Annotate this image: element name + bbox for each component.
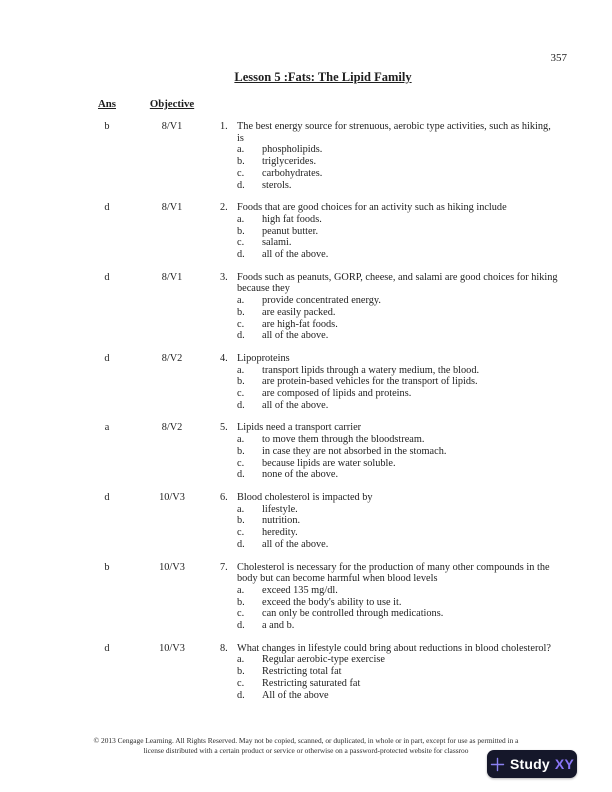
stem-line: Cholesterol is necessary for the production of many other compounds in the <box>237 561 550 573</box>
question-number: 2. <box>220 202 228 214</box>
objective-value: 10/V3 <box>159 491 185 503</box>
question-body <box>237 272 562 342</box>
option-label: a. <box>237 144 245 156</box>
option-text: to move them through the bloodstream. <box>262 434 425 446</box>
option-label: b. <box>237 306 245 318</box>
option-row <box>237 515 562 527</box>
option-text: none of the above. <box>262 469 339 481</box>
options-list <box>237 654 562 701</box>
objective-value: 8/V1 <box>161 271 183 283</box>
option-label: b. <box>237 666 245 678</box>
option-label: d. <box>237 330 245 342</box>
option-label: a. <box>237 654 245 666</box>
option-text: triglycerides. <box>262 156 317 168</box>
option-label: a. <box>237 213 245 225</box>
options-list <box>237 144 562 191</box>
objective-value: 8/V2 <box>161 352 183 364</box>
options-list <box>237 295 562 342</box>
option-label: c. <box>237 457 245 469</box>
option-row <box>237 469 562 481</box>
option-label: b. <box>237 445 245 457</box>
question-body <box>237 202 562 261</box>
badge-brand-xy: XY <box>554 756 574 772</box>
question-row <box>84 422 562 481</box>
option-text: transport lipids through a watery medium, the blood. <box>262 364 480 376</box>
option-label: d. <box>237 620 245 632</box>
stem-line: What changes in lifestyle could bring about reductions in blood cholesterol? <box>237 642 551 654</box>
answer-value: a <box>104 422 110 434</box>
question-row <box>84 492 562 551</box>
question-stem <box>237 643 562 655</box>
option-row <box>237 597 562 609</box>
option-text: heredity. <box>262 527 298 539</box>
option-label: c. <box>237 167 245 179</box>
answer-value: d <box>104 642 110 654</box>
objective-value: 10/V3 <box>159 561 185 573</box>
option-text: Regular aerobic-type exercise <box>262 654 385 666</box>
studyxy-badge[interactable] <box>487 750 577 778</box>
question-body <box>237 121 562 191</box>
question-stem <box>237 562 562 585</box>
option-text: All of the above <box>262 689 329 701</box>
question-stem <box>237 121 562 144</box>
question-stem <box>237 353 562 365</box>
stem-line: body but can become harmful when blood levels <box>237 573 438 585</box>
option-row <box>237 226 562 238</box>
option-text: all of the above. <box>262 249 329 261</box>
option-label: a. <box>237 295 245 307</box>
option-text: carbohydrates. <box>262 167 323 179</box>
option-row <box>237 608 562 620</box>
option-row <box>237 527 562 539</box>
option-text: can only be controlled through medications. <box>262 608 444 620</box>
option-row <box>237 388 562 400</box>
answer-value: b <box>104 121 110 132</box>
option-text: Restricting saturated fat <box>262 677 361 689</box>
option-row <box>237 434 562 446</box>
option-text: Restricting total fat <box>262 666 342 678</box>
option-row <box>237 678 562 690</box>
option-label: a. <box>237 364 245 376</box>
option-label: d. <box>237 399 245 411</box>
option-text: phospholipids. <box>262 144 323 156</box>
question-row <box>84 202 562 261</box>
option-row <box>237 458 562 470</box>
option-text: salami. <box>262 237 292 249</box>
option-text: all of the above. <box>262 538 329 550</box>
answer-value: d <box>104 352 110 364</box>
option-text: are protein-based vehicles for the transport of lipids. <box>262 376 478 388</box>
question-stem <box>237 492 562 504</box>
badge-brand-study: Study <box>510 756 550 772</box>
objective-value: 8/V1 <box>161 121 183 132</box>
option-label: a. <box>237 434 245 446</box>
page-title-text: Lesson 5 :Fats: The Lipid Family <box>234 70 412 84</box>
column-header-ans: Ans <box>97 98 116 110</box>
copyright-line-1: © 2013 Cengage Learning. All Rights Reserved. May not be copied, scanned, or duplicated, in whole or in part, except for use as permitted in a <box>93 736 519 745</box>
option-label: b. <box>237 156 245 168</box>
option-row <box>237 376 562 388</box>
option-row <box>237 249 562 261</box>
option-label: c. <box>237 237 245 249</box>
question-number: 4. <box>220 352 228 364</box>
stem-line: Foods such as peanuts, GORP, cheese, and salami are good choices for hiking <box>237 271 558 283</box>
options-list <box>237 365 562 412</box>
option-row <box>237 539 562 551</box>
question-stem <box>237 422 562 434</box>
option-label: d. <box>237 249 245 261</box>
option-row <box>237 180 562 192</box>
option-label: a. <box>237 503 245 515</box>
option-text: a and b. <box>262 620 295 632</box>
objective-value: 8/V1 <box>161 202 183 214</box>
question-number: 6. <box>220 491 228 503</box>
option-row <box>237 214 562 226</box>
answer-value: d <box>104 491 110 503</box>
question-body <box>237 643 562 702</box>
option-label: d. <box>237 538 245 550</box>
objective-value: 10/V3 <box>159 642 185 654</box>
answer-value: d <box>104 202 110 214</box>
question-number: 7. <box>220 561 228 573</box>
option-row <box>237 666 562 678</box>
question-row <box>84 643 562 702</box>
question-number: 1. <box>220 121 228 132</box>
answer-value: b <box>104 561 110 573</box>
plus-icon <box>490 757 505 772</box>
question-row <box>84 272 562 342</box>
question-row <box>84 353 562 412</box>
option-row <box>237 654 562 666</box>
option-label: b. <box>237 376 245 388</box>
option-row <box>237 690 562 702</box>
option-row <box>237 365 562 377</box>
options-list <box>237 434 562 481</box>
option-text: all of the above. <box>262 399 329 411</box>
option-row <box>237 446 562 458</box>
option-text: exceed the body's ability to use it. <box>262 596 402 608</box>
question-number: 5. <box>220 422 228 434</box>
question-number: 8. <box>220 642 228 654</box>
option-row <box>237 307 562 319</box>
option-row <box>237 585 562 597</box>
stem-line: The best energy source for strenuous, aerobic type activities, such as hiking, <box>237 121 551 132</box>
options-list <box>237 214 562 261</box>
page-number: 357 <box>550 52 567 64</box>
option-label: d. <box>237 469 245 481</box>
page-title <box>17 70 612 85</box>
option-text: are composed of lipids and proteins. <box>262 388 412 400</box>
option-label: c. <box>237 318 245 330</box>
option-text: in case they are not absorbed in the stomach. <box>262 445 447 457</box>
option-label: c. <box>237 608 245 620</box>
option-row <box>237 330 562 342</box>
copyright-line-2: license distributed with a certain product or service or otherwise on a password-protected website for classroo <box>143 745 469 755</box>
option-label: b. <box>237 515 245 527</box>
option-text: high fat foods. <box>262 213 322 225</box>
objective-value: 8/V2 <box>161 422 183 434</box>
stem-line: Lipoproteins <box>237 352 290 364</box>
option-text: sterols. <box>262 179 292 191</box>
table-header-row <box>84 98 214 110</box>
option-row <box>237 620 562 632</box>
option-label: d. <box>237 689 245 701</box>
option-text: are easily packed. <box>262 306 336 318</box>
option-label: c. <box>237 527 245 539</box>
option-text: because lipids are water soluble. <box>262 457 396 469</box>
option-row <box>237 295 562 307</box>
stem-line: Lipids need a transport carrier <box>237 422 362 434</box>
option-label: d. <box>237 179 245 191</box>
option-text: are high-fat foods. <box>262 318 338 330</box>
question-body <box>237 353 562 412</box>
option-row <box>237 237 562 249</box>
option-label: a. <box>237 584 245 596</box>
option-label: b. <box>237 596 245 608</box>
question-body <box>237 422 562 481</box>
option-label: c. <box>237 677 245 689</box>
question-body <box>237 562 562 632</box>
question-stem <box>237 202 562 214</box>
question-row <box>84 121 562 191</box>
stem-line: Foods that are good choices for an activity such as hiking include <box>237 202 507 214</box>
option-label: c. <box>237 388 245 400</box>
option-row <box>237 168 562 180</box>
option-row <box>237 400 562 412</box>
question-body <box>237 492 562 551</box>
option-text: lifestyle. <box>262 503 298 515</box>
question-number: 3. <box>220 271 228 283</box>
options-list <box>237 504 562 551</box>
options-list <box>237 585 562 632</box>
option-text: exceed 135 mg/dl. <box>262 584 338 596</box>
stem-line: Blood cholesterol is impacted by <box>237 491 373 503</box>
answer-value: d <box>104 271 110 283</box>
question-row <box>84 562 562 632</box>
option-text: nutrition. <box>262 515 301 527</box>
option-row <box>237 144 562 156</box>
option-row <box>237 156 562 168</box>
option-text: provide concentrated energy. <box>262 295 381 307</box>
question-stem <box>237 272 562 295</box>
stem-line: is <box>237 132 244 144</box>
option-row <box>237 319 562 331</box>
option-label: b. <box>237 225 245 237</box>
column-header-objective: Objective <box>149 98 195 110</box>
stem-line: because they <box>237 283 290 295</box>
option-text: peanut butter. <box>262 225 319 237</box>
option-row <box>237 504 562 516</box>
option-text: all of the above. <box>262 330 329 342</box>
questions-list <box>84 121 562 712</box>
